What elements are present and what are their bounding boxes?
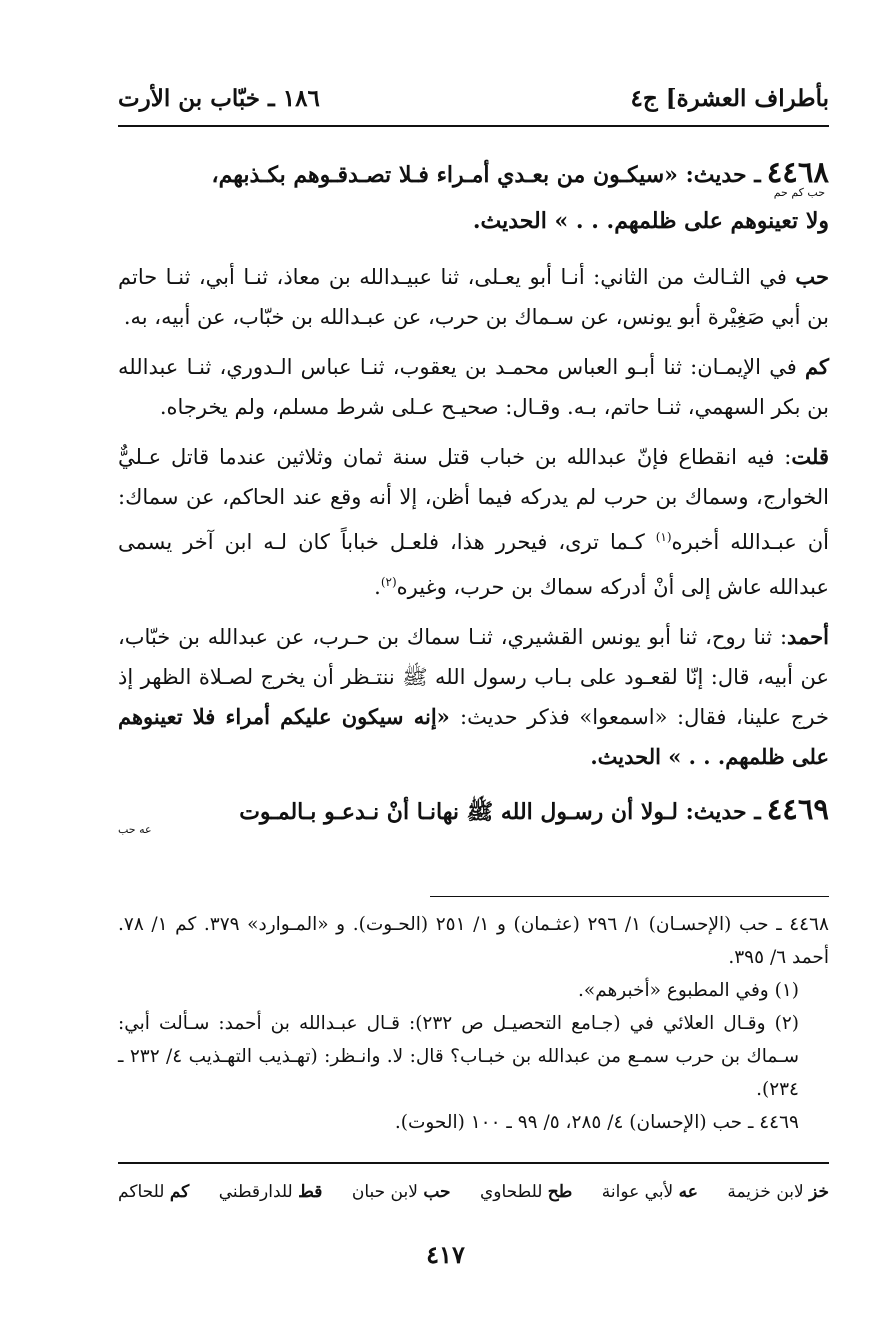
abbreviations-key	[118, 1182, 829, 1202]
abbr-item: خز لابن خزيمة	[727, 1182, 829, 1202]
source-code: حب	[795, 264, 829, 289]
abbr-item: قط للدارقطني	[218, 1182, 323, 1202]
abbreviations-rule	[118, 1162, 829, 1164]
footnote-4469: ٤٤٦٩ ـ حب (الإحسان) ٤/ ٢٨٥، ٥/ ٩٩ ـ ١٠٠ (الحوت).	[394, 1112, 799, 1133]
paragraph-text: كـما ترى، فيحرر هذا، فلعـل خباباً كان لـه ابن آخر يسمى عبدالله عاش إلى أنْ أدركه سماك بن حرب، وغيره	[118, 530, 829, 599]
abbr-item: طح للطحاوي	[479, 1182, 573, 1202]
hadith-number: ٤٤٦٩	[766, 792, 829, 826]
header-section-title: ١٨٦ ـ خبّاب بن الأرت	[118, 84, 320, 112]
paragraph-ahmad	[118, 617, 829, 777]
footnote-4468: ٤٤٦٨ ـ حب (الإحسـان) ١/ ٢٩٦ (عثـمان) و ١/ ٢٥١ (الحـوت). و «المـوارد» ٣٧٩. كم ١/ ٧٨. أحمد ٦/ ٣٩٥.	[118, 914, 829, 968]
main-text	[118, 150, 829, 836]
hadith-number: ٤٤٦٨	[766, 155, 829, 189]
header-volume-title: بأطراف العشرة] ج٤	[630, 84, 829, 112]
source-code: كم	[805, 354, 829, 379]
hadith-sigla: عه حب	[118, 823, 152, 836]
running-header	[118, 78, 829, 118]
paragraph-comment: قلت: فيه انقطاع فإنّ عبدالله بن خباب قتل سنة ثمان وثلاثين عندما قاتل عـليٌّ الخوارج، وسماك بن حرب لم يدركه فيما أظن، إلا أنه وقع عند الحاكم، عن سماك: أن عبـدالله أخبره$^{(١)}$ كـما ترى، فيحرر هذا، فلعـل خباباً كان لـه ابن آخر يسمى عبدالله عاش إلى أنْ أدركه سماك بن حرب، وغيره$^{(٢)}$.	[118, 444, 829, 599]
footnotes	[118, 908, 829, 1139]
paragraph-hakim	[118, 347, 829, 427]
footnote-2: (٢) وقـال العلائي في (جـامع التحصيـل ص ٢٣٢): قـال عبـدالله بن أحمد: سـألت أبي: سـماك بن حرب سمـع من عبدالله بن خبـاب؟ قال: لا. وانـظر: (تهـذيب التهـذيب ٤/ ٢٣٢ ـ ٢٣٤).	[118, 1013, 799, 1100]
abbr-item: حب لابن حبان	[351, 1182, 451, 1202]
hadith-4468	[118, 150, 829, 243]
paragraph-hib	[118, 257, 829, 337]
paragraph-text: في الإيمـان: ثنا أبـو العباس محمـد بن يعقوب، ثنـا عباس الـدوري، ثنـا عبدالله بن بكر السهمي، ثنـا حاتم، بـه. وقـال: صحيـح عـلى شرط مسلم، ولم يخرجاه.	[118, 355, 829, 419]
hadith-text: ـ حديث: لـولا أن رسـول الله ﷺ نهانـا أنْ نـدعـو بـالمـوت	[239, 799, 761, 825]
hadith-4468-line1	[118, 150, 829, 197]
hadith-text: ـ حديث: «سيكـون من بعـدي أمـراء فـلا تصـدقـوهم بكـذبهم،	[211, 162, 761, 188]
header-rule	[118, 125, 829, 127]
footnote-rule	[430, 896, 829, 897]
page-number: ٤١٧	[426, 1240, 465, 1269]
hadith-4469	[118, 787, 829, 836]
hadith-sigla: حب كم حم	[773, 186, 825, 199]
paragraph-text: : فيه انقطاع فإنّ عبدالله بن خباب قتل سنة ثمان وثلاثين عندما قاتل عـليٌّ الخوارج، وسماك بن حرب لم يدركه فيما أظن، إلا أنه وقع عند الحاكم، عن سماك: أن عبـدالله أخبره	[118, 445, 829, 554]
paragraph-text: : ثنا روح، ثنا أبو يونس القشيري، ثنـا سماك بن حـرب، عن عبدالله بن خبّاب، عن أبيه، قال: إنّا لقعـود على بـاب رسول الله ﷺ ننتـظر أن يخرج لصـلاة الظهر إذ خرج علينا، فقال: «اسمعوا» فذكر حديث:	[118, 625, 830, 729]
hadith-4468-line2: ولا تعينوهم على ظلمهم. . . » الحديث.	[472, 208, 829, 234]
source-code: أحمد	[787, 624, 829, 649]
comment-label: قلت	[791, 444, 829, 469]
abbr-item: عه لأبي عوانة	[601, 1182, 698, 1202]
footnote-1: (١) وفي المطبوع «أخبرهم».	[578, 980, 799, 1001]
footnote-ref: (٢)	[380, 575, 397, 589]
footnote-ref: (١)	[655, 530, 672, 544]
paragraph-text: في الثـالث من الثاني: أنـا أبو يعـلى، ثنا عبيـدالله بن معاذ، ثنـا أبي، ثنـا حاتم بن أبي صَغِيْرة أبو يونس، عن سـماك بن حرب، عن عبـدالله بن خبّاب، عن أبيه، به.	[118, 265, 829, 329]
paragraph-hadith-quote: «إنه سيكون عليكم أمراء فلا تعينوهم على ظلمهم. . . » الحديث.	[118, 704, 829, 769]
abbr-item: كم للحاكم	[118, 1182, 190, 1202]
